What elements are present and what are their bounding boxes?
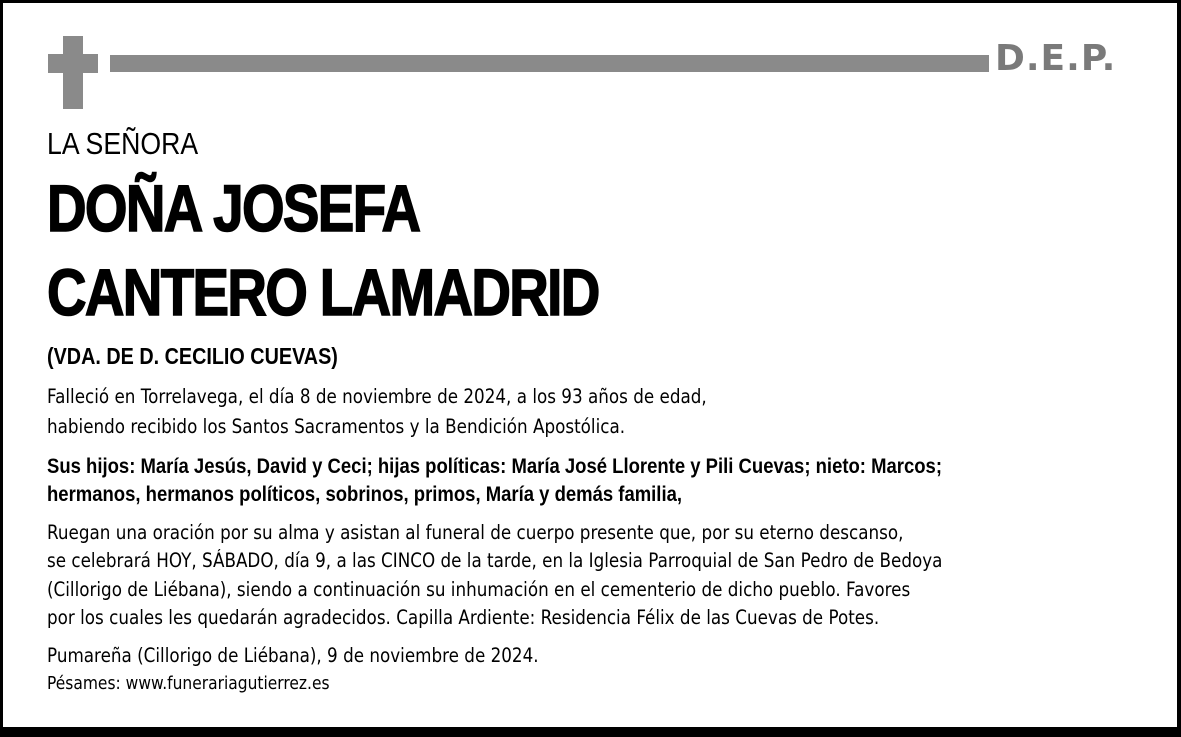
header-rule	[110, 55, 989, 72]
dep-label: D.E.P.	[995, 38, 1117, 79]
cross-icon-arm	[48, 54, 98, 73]
funeral-info-line: por los cuales les quedarán agradecidos. Capilla Ardiente: Residencia Félix de las Cuevas de Potes.	[47, 606, 880, 629]
title-prefix: LA SEÑORA	[47, 126, 199, 161]
deceased-name-line-1: DOÑA JOSEFA	[47, 171, 420, 245]
death-info-line: Falleció en Torrelavega, el día 8 de noviembre de 2024, a los 93 años de edad,	[47, 385, 707, 408]
funeral-info-line: se celebrará HOY, SÁBADO, día 9, a las CINCO de la tarde, en la Iglesia Parroquial de San Pedro de Bedoya	[47, 549, 943, 572]
place-date: Pumareña (Cillorigo de Liébana), 9 de noviembre de 2024.	[47, 644, 539, 667]
deceased-name-line-2: CANTERO LAMADRID	[47, 255, 599, 329]
death-info-line: habiendo recibido los Santos Sacramentos y la Bendición Apostólica.	[47, 415, 626, 438]
bottom-border-bar	[0, 727, 1181, 737]
widow-subtitle: (VDA. DE D. CECILIO CUEVAS)	[47, 343, 338, 369]
condolences-link: Pésames: www.funerariagutierrez.es	[47, 673, 330, 694]
family-line: hermanos, hermanos políticos, sobrinos, primos, María y demás familia,	[47, 482, 683, 506]
funeral-info-line: (Cillorigo de Liébana), siendo a continuación su inhumación en el cementerio de dicho pueblo. Favores	[47, 578, 911, 601]
funeral-info-line: Ruegan una oración por su alma y asistan al funeral de cuerpo presente que, por su eterno descanso,	[47, 521, 904, 544]
family-line: Sus hijos: María Jesús, David y Ceci; hijas políticas: María José Llorente y Pili Cuevas; nieto: Marcos;	[47, 454, 943, 478]
